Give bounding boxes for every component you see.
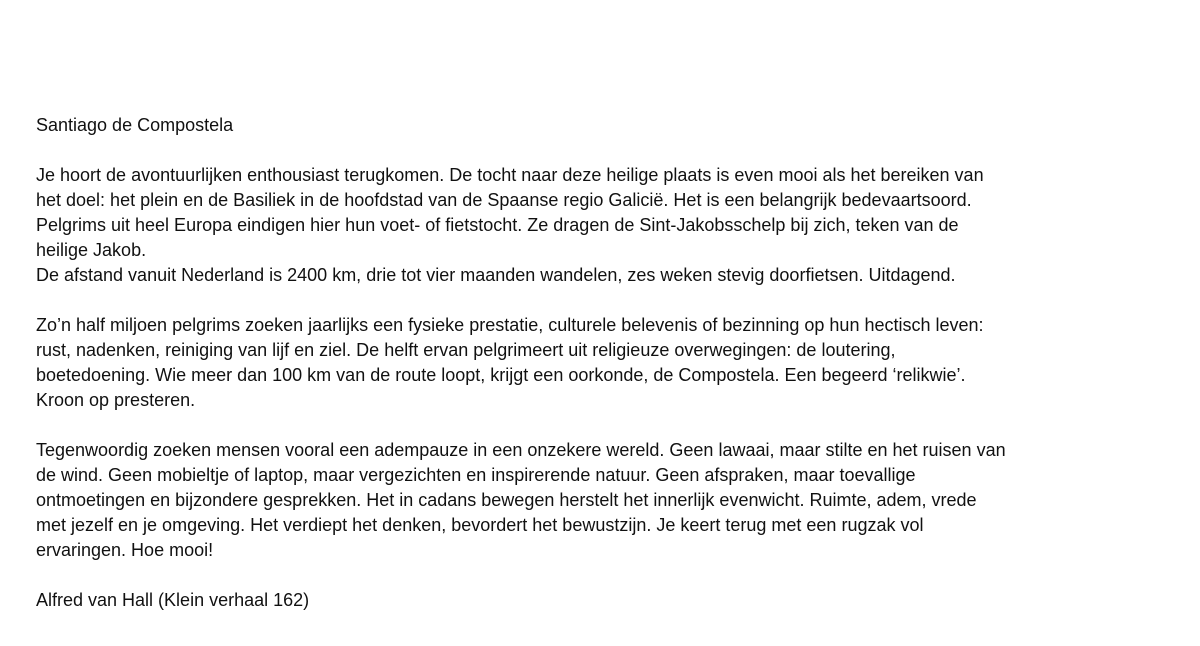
paragraph-line: met jezelf en je omgeving. Het verdiept het denken, bevordert het bewustzijn. Je keert terug met een rugzak vol <box>36 515 924 535</box>
paragraph-line: boetedoening. Wie meer dan 100 km van de route loopt, krijgt een oorkonde, de Compostela. Een begeerd ‘relikwie’. <box>36 365 966 385</box>
paragraph-line: Zo’n half miljoen pelgrims zoeken jaarlijks een fysieke prestatie, culturele belevenis of bezinning op hun hectisch leven: <box>36 315 984 335</box>
paragraph-line: het doel: het plein en de Basiliek in de hoofdstad van de Spaanse regio Galicië. Het is een belangrijk bedevaartsoord. <box>36 190 972 210</box>
paragraph-line: Je hoort de avontuurlijken enthousiast terugkomen. De tocht naar deze heilige plaats is even mooi als het bereiken van <box>36 165 984 185</box>
paragraph-line: Tegenwoordig zoeken mensen vooral een adempauze in een onzekere wereld. Geen lawaai, maar stilte en het ruisen van <box>36 440 1006 460</box>
paragraph-line: de wind. Geen mobieltje of laptop, maar vergezichten en inspirerende natuur. Geen afspraken, maar toevallige <box>36 465 916 485</box>
paragraph-1 <box>36 163 984 288</box>
paragraph-line: rust, nadenken, reiniging van lijf en ziel. De helft ervan pelgrimeert uit religieuze overwegingen: de loutering, <box>36 340 896 360</box>
paragraph-line: ervaringen. Hoe mooi! <box>36 540 214 560</box>
author-signature: Alfred van Hall (Klein verhaal 162) <box>36 590 310 610</box>
paragraph-2 <box>36 313 984 413</box>
document-title: Santiago de Compostela <box>36 115 234 135</box>
paragraph-3 <box>36 438 1006 563</box>
paragraph-line: Kroon op presteren. <box>36 390 196 410</box>
document-body <box>36 113 1006 613</box>
paragraph-line: De afstand vanuit Nederland is 2400 km, drie tot vier maanden wandelen, zes weken stevig doorfietsen. Uitdagend. <box>36 265 956 285</box>
paragraph-line: Pelgrims uit heel Europa eindigen hier hun voet- of fietstocht. Ze dragen de Sint-Jakobsschelp bij zich, teken van de <box>36 215 959 235</box>
paragraph-line: heilige Jakob. <box>36 240 147 260</box>
paragraph-line: ontmoetingen en bijzondere gesprekken. Het in cadans bewegen herstelt het innerlijk evenwicht. Ruimte, adem, vrede <box>36 490 977 510</box>
